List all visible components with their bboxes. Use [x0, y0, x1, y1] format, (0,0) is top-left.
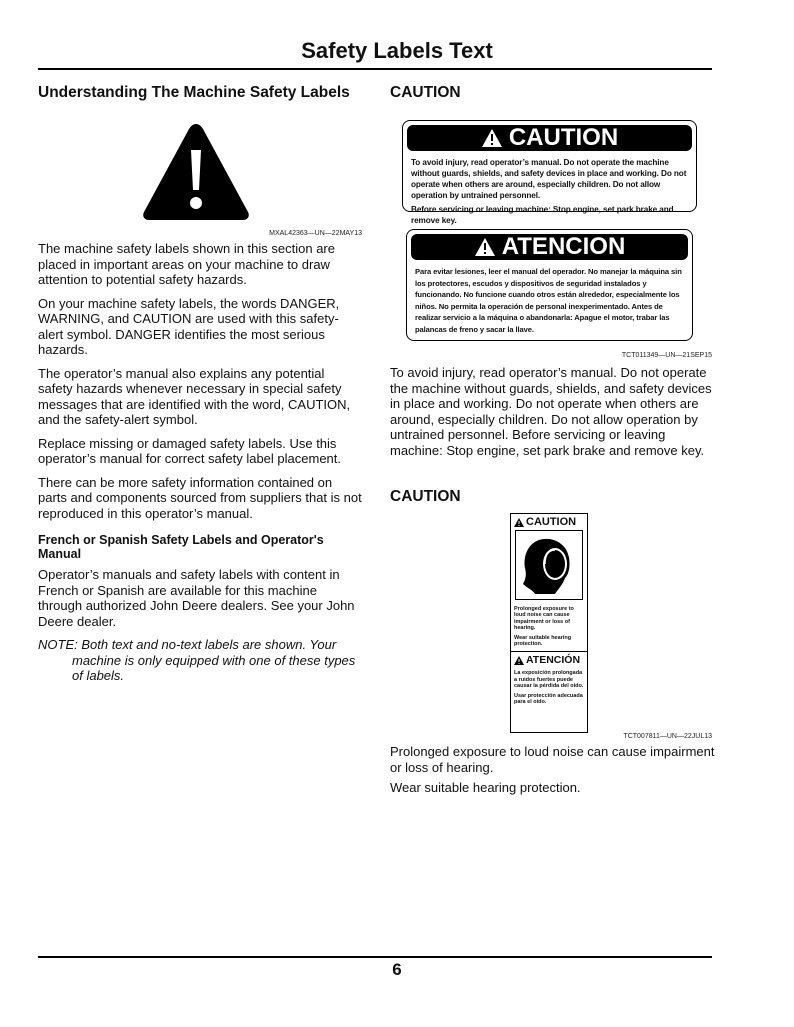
hearing-atencion-text: La exposición prolongada a ruidos fuertes puede causar la pérdida del oído. [514, 670, 584, 690]
hearing-caution-title: CAUTION [526, 516, 577, 528]
hearing-caution-text: Prolonged exposure to loud noise can cause impairment or loss of hearing. [514, 606, 574, 632]
hearing-protection-label [510, 513, 588, 733]
hearing-atencion-header [511, 651, 587, 668]
figure-code: TCT011349—UN—21SEP15 [621, 352, 712, 359]
paragraph: The machine safety labels shown in this section are placed in important areas on your machine to draw attention to potential safety hazards. [38, 241, 335, 287]
caution-heading: CAUTION [390, 84, 461, 101]
atencion-label-header [411, 234, 688, 260]
caution-heading: CAUTION [390, 488, 461, 505]
caution-label-title: CAUTION [508, 124, 619, 151]
safety-alert-figure [140, 120, 258, 224]
ear-protection-icon [519, 534, 579, 596]
caution-label [402, 120, 697, 225]
paragraph: To avoid injury, read operator’s manual. Do not operate the machine without guards, shields, and safety devices in place and working. Do not operate when others are around, especially children. Do not allow operation by untrained personnel. Before servicing or leaving machine: Stop engine, set park brake and remove key. [390, 365, 712, 458]
bottom-divider [38, 956, 712, 958]
paragraph: Prolonged exposure to loud noise can cause impairment or loss of hearing. [390, 744, 715, 775]
atencion-label-title: ATENCION [501, 233, 626, 260]
warning-triangle-icon [140, 120, 252, 224]
paragraph: Wear suitable hearing protection. [390, 780, 581, 795]
figure-code: TCT007811—UN—22JUL13 [623, 733, 712, 740]
caution-label-text-2: Before servicing or leaving machine: Stop engine, set park brake and remove key. [411, 205, 674, 225]
atencion-label [406, 229, 693, 341]
alert-triangle-icon [474, 237, 496, 257]
paragraph: Replace missing or damaged safety labels. Use this operator’s manual for correct safety label placement. [38, 435, 342, 466]
hearing-caution-header [511, 514, 587, 530]
atencion-label-text: Para evitar lesiones, leer el manual del operador. No manejar la máquina sin los protectores, escudos y dispositivos de seguridad instalados y funcionando. No funcione cuando otros están alrededor, especialmente los niños. No permita la operación de personal inexperimentado. Antes de realizar servicio a la máquina o abandonarla: Apague el motor, trabar las palancas de freno y sacar la llave. [415, 267, 682, 334]
caution-label-text: To avoid injury, read operator’s manual. Do not operate the machine without guards, shields, and safety devices in place and working. Do not operate when others are around, especially children. Do not allow operation by untrained personnel. [411, 158, 687, 200]
subheading: French or Spanish Safety Labels and Operator's Manual [38, 533, 324, 561]
paragraph: There can be more safety information contained on parts and components sourced from suppliers that is not reproduced in this operator’s manual. [38, 474, 362, 521]
figure-code: MXAL42363—UN—22MAY13 [269, 230, 362, 237]
caution-label-header [407, 125, 692, 151]
paragraph: On your machine safety labels, the words DANGER, WARNING, and CAUTION are used with this safety-alert symbol. DANGER identifies the most serious hazards. [38, 295, 340, 357]
hearing-pictogram [515, 530, 583, 600]
hearing-atencion-title: ATENCIÓN [526, 654, 581, 667]
alert-triangle-icon [514, 656, 524, 665]
section-heading: Understanding The Machine Safety Labels [38, 84, 350, 101]
note-continuation: machine is only equipped with one of these types of labels. [72, 652, 356, 683]
hearing-caution-text-2: Wear suitable hearing protection. [514, 634, 572, 648]
alert-triangle-icon [514, 518, 524, 527]
paragraph: The operator’s manual also explains any potential safety hazards whenever necessary in special safety messages that are identified with the word, CAUTION, and the safety-alert symbol. [38, 365, 351, 427]
page-number: 6 [392, 960, 402, 979]
note [38, 637, 362, 684]
top-divider [38, 68, 712, 70]
page-title: Safety Labels Text [301, 38, 493, 63]
note-first-line: NOTE: Both text and no-text labels are shown. Your [38, 637, 337, 652]
left-column [38, 84, 362, 684]
paragraph: Operator’s manuals and safety labels with content in French or Spanish are available for this machine through authorized John Deere dealers. See your John Deere dealer. [38, 567, 355, 629]
hearing-atencion-text-2: Usar protección adecuada para el oído. [514, 692, 583, 706]
alert-triangle-icon [481, 128, 503, 148]
